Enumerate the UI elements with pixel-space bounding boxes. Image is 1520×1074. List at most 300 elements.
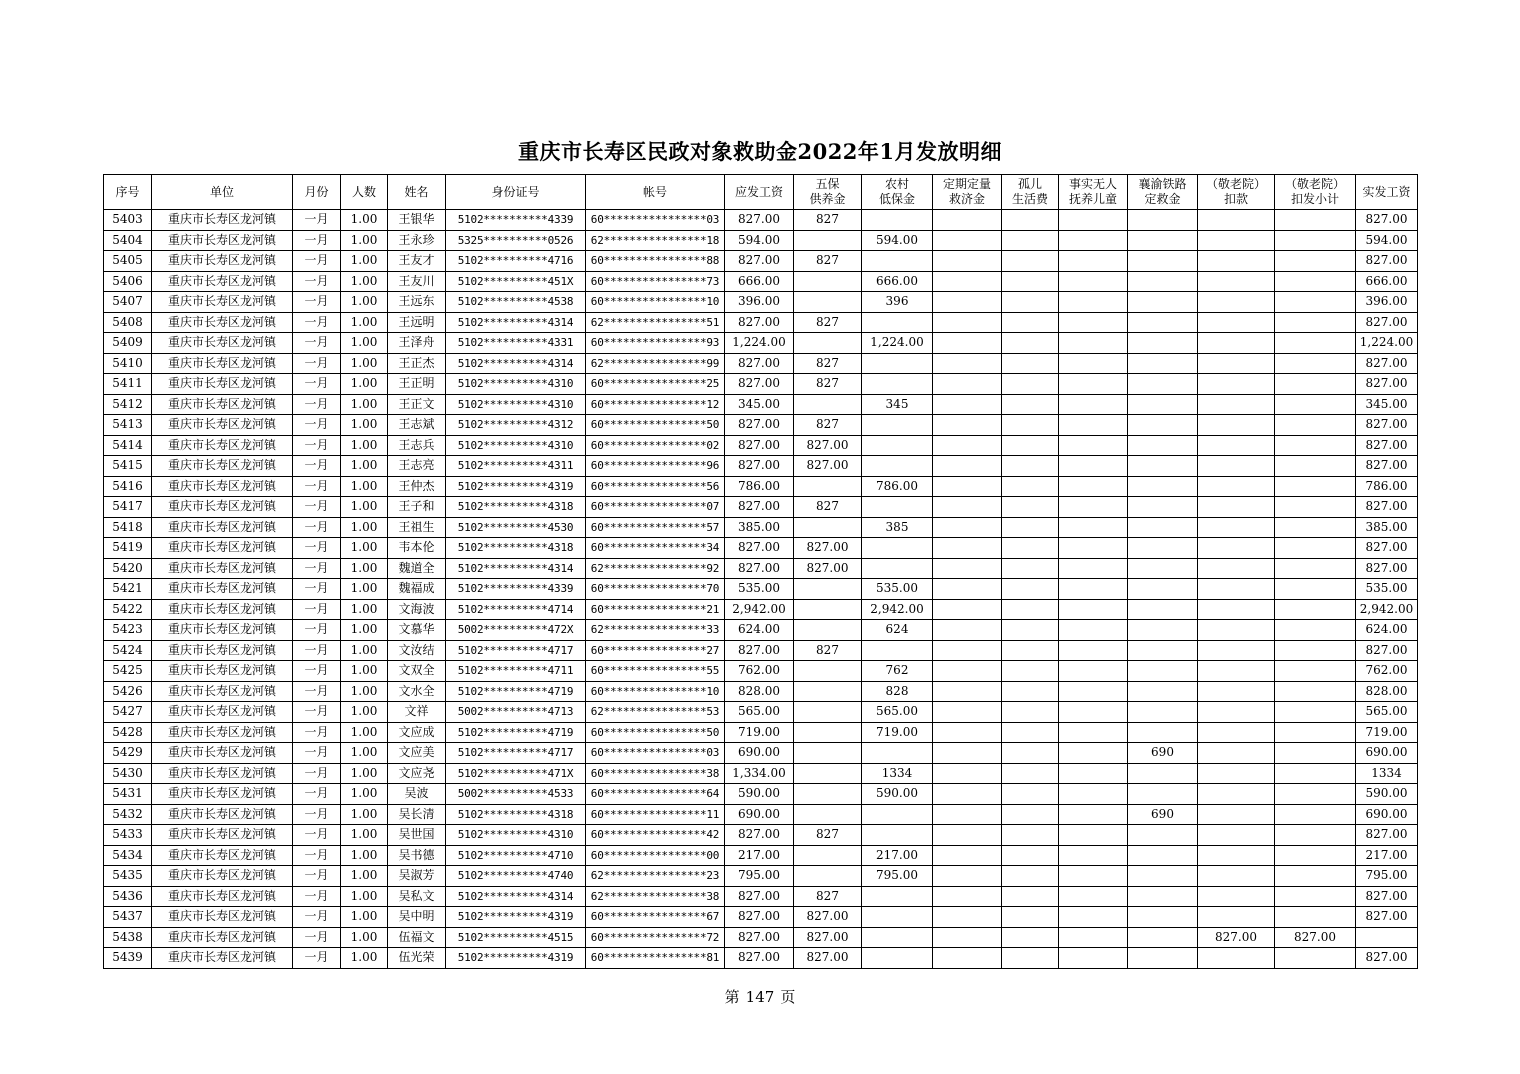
cell-rural-dibao: 396: [862, 292, 933, 313]
cell-nursing-home-deduction-subtotal: [1275, 907, 1356, 928]
cell-id-number: 5102**********4311: [446, 456, 586, 477]
header-de-facto-unsupported-child: 事实无人 抚养儿童: [1059, 175, 1128, 210]
cell-rural-dibao: [862, 251, 933, 272]
cell-seq: 5418: [104, 517, 152, 538]
page-suffix: 页: [780, 988, 796, 1006]
cell-rural-dibao: [862, 825, 933, 846]
cell-count: 1.00: [341, 558, 388, 579]
cell-unit: 重庆市长寿区龙河镇: [152, 825, 293, 846]
cell-unit: 重庆市长寿区龙河镇: [152, 312, 293, 333]
cell-nursing-home-deduction: 827.00: [1198, 927, 1275, 948]
cell-net-pay: 827.00: [1356, 251, 1418, 272]
cell-nursing-home-deduction-subtotal: [1275, 394, 1356, 415]
cell-gross-pay: 565.00: [725, 702, 794, 723]
cell-fixed-relief: [933, 743, 1002, 764]
cell-name: 吴中明: [388, 907, 446, 928]
cell-count: 1.00: [341, 722, 388, 743]
cell-count: 1.00: [341, 353, 388, 374]
cell-account: 62****************33: [586, 620, 725, 641]
cell-month: 一月: [293, 497, 341, 518]
cell-name: 吴私文: [388, 886, 446, 907]
cell-net-pay: 827.00: [1356, 435, 1418, 456]
cell-id-number: 5102**********4719: [446, 722, 586, 743]
cell-name: 文慕华: [388, 620, 446, 641]
cell-count: 1.00: [341, 271, 388, 292]
cell-nursing-home-deduction-subtotal: [1275, 845, 1356, 866]
cell-fixed-relief: [933, 292, 1002, 313]
cell-name: 王祖生: [388, 517, 446, 538]
cell-name: 王永珍: [388, 230, 446, 251]
cell-xiangyu-railway-relief: 690: [1128, 743, 1198, 764]
cell-fixed-relief: [933, 620, 1002, 641]
table-row: [104, 394, 1418, 415]
cell-nursing-home-deduction-subtotal: [1275, 599, 1356, 620]
cell-rural-dibao: [862, 353, 933, 374]
cell-gross-pay: 690.00: [725, 804, 794, 825]
cell-name: 文海波: [388, 599, 446, 620]
cell-orphan-living: [1002, 210, 1059, 231]
cell-orphan-living: [1002, 640, 1059, 661]
cell-nursing-home-deduction-subtotal: [1275, 456, 1356, 477]
cell-name: 文双全: [388, 661, 446, 682]
cell-nursing-home-deduction: [1198, 640, 1275, 661]
cell-nursing-home-deduction: [1198, 907, 1275, 928]
table-row: [104, 579, 1418, 600]
cell-net-pay: 827.00: [1356, 948, 1418, 969]
cell-nursing-home-deduction: [1198, 538, 1275, 559]
table-row: [104, 415, 1418, 436]
cell-nursing-home-deduction-subtotal: [1275, 476, 1356, 497]
cell-rural-dibao: [862, 374, 933, 395]
cell-unit: 重庆市长寿区龙河镇: [152, 804, 293, 825]
cell-count: 1.00: [341, 333, 388, 354]
cell-nursing-home-deduction-subtotal: [1275, 763, 1356, 784]
cell-id-number: 5102**********4515: [446, 927, 586, 948]
cell-month: 一月: [293, 538, 341, 559]
header-fixed-relief: 定期定量 救济金: [933, 175, 1002, 210]
cell-xiangyu-railway-relief: [1128, 312, 1198, 333]
cell-de-facto-unsupported-child: [1059, 702, 1128, 723]
cell-count: 1.00: [341, 866, 388, 887]
cell-count: 1.00: [341, 579, 388, 600]
cell-xiangyu-railway-relief: [1128, 620, 1198, 641]
cell-net-pay: 690.00: [1356, 743, 1418, 764]
cell-fixed-relief: [933, 435, 1002, 456]
cell-id-number: 5102**********4310: [446, 435, 586, 456]
cell-fixed-relief: [933, 784, 1002, 805]
cell-name: 王远明: [388, 312, 446, 333]
table-row: [104, 374, 1418, 395]
cell-gross-pay: 827.00: [725, 927, 794, 948]
header-name: 姓名: [388, 175, 446, 210]
cell-xiangyu-railway-relief: [1128, 517, 1198, 538]
cell-gross-pay: 535.00: [725, 579, 794, 600]
table-row: [104, 538, 1418, 559]
cell-rural-dibao: [862, 804, 933, 825]
cell-de-facto-unsupported-child: [1059, 661, 1128, 682]
cell-gross-pay: 827.00: [725, 251, 794, 272]
cell-count: 1.00: [341, 763, 388, 784]
cell-de-facto-unsupported-child: [1059, 763, 1128, 784]
cell-nursing-home-deduction-subtotal: [1275, 374, 1356, 395]
cell-unit: 重庆市长寿区龙河镇: [152, 353, 293, 374]
cell-nursing-home-deduction: [1198, 497, 1275, 518]
cell-xiangyu-railway-relief: [1128, 907, 1198, 928]
cell-fixed-relief: [933, 333, 1002, 354]
cell-wubao-allowance: [794, 702, 862, 723]
cell-de-facto-unsupported-child: [1059, 640, 1128, 661]
cell-wubao-allowance: [794, 845, 862, 866]
cell-unit: 重庆市长寿区龙河镇: [152, 681, 293, 702]
header-nursing-home-deduction-subtotal: （敬老院） 扣发小计: [1275, 175, 1356, 210]
cell-account: 60****************81: [586, 948, 725, 969]
cell-wubao-allowance: [794, 333, 862, 354]
cell-account: 60****************27: [586, 640, 725, 661]
cell-net-pay: 827.00: [1356, 210, 1418, 231]
cell-nursing-home-deduction-subtotal: [1275, 784, 1356, 805]
cell-orphan-living: [1002, 661, 1059, 682]
cell-fixed-relief: [933, 640, 1002, 661]
cell-rural-dibao: 2,942.00: [862, 599, 933, 620]
cell-wubao-allowance: 827.00: [794, 558, 862, 579]
cell-account: 60****************25: [586, 374, 725, 395]
cell-unit: 重庆市长寿区龙河镇: [152, 558, 293, 579]
cell-fixed-relief: [933, 804, 1002, 825]
cell-account: 62****************38: [586, 886, 725, 907]
cell-seq: 5416: [104, 476, 152, 497]
cell-id-number: 5102**********4711: [446, 661, 586, 682]
cell-fixed-relief: [933, 374, 1002, 395]
cell-rural-dibao: 594.00: [862, 230, 933, 251]
cell-seq: 5408: [104, 312, 152, 333]
cell-name: 文水全: [388, 681, 446, 702]
cell-de-facto-unsupported-child: [1059, 927, 1128, 948]
cell-rural-dibao: [862, 312, 933, 333]
cell-gross-pay: 827.00: [725, 374, 794, 395]
cell-wubao-allowance: [794, 292, 862, 313]
cell-xiangyu-railway-relief: [1128, 230, 1198, 251]
cell-nursing-home-deduction-subtotal: [1275, 251, 1356, 272]
table-row: [104, 312, 1418, 333]
cell-unit: 重庆市长寿区龙河镇: [152, 927, 293, 948]
cell-orphan-living: [1002, 681, 1059, 702]
header-count: 人数: [341, 175, 388, 210]
cell-nursing-home-deduction-subtotal: [1275, 271, 1356, 292]
cell-orphan-living: [1002, 476, 1059, 497]
cell-gross-pay: 594.00: [725, 230, 794, 251]
header-xiangyu-railway-relief: 襄渝铁路 定救金: [1128, 175, 1198, 210]
cell-name: 吴书德: [388, 845, 446, 866]
cell-seq: 5434: [104, 845, 152, 866]
cell-count: 1.00: [341, 702, 388, 723]
table-row: [104, 558, 1418, 579]
cell-id-number: 5325**********0526: [446, 230, 586, 251]
cell-account: 60****************67: [586, 907, 725, 928]
table-row: [104, 784, 1418, 805]
cell-unit: 重庆市长寿区龙河镇: [152, 517, 293, 538]
cell-net-pay: 827.00: [1356, 558, 1418, 579]
cell-account: 60****************03: [586, 743, 725, 764]
cell-unit: 重庆市长寿区龙河镇: [152, 845, 293, 866]
cell-id-number: 5102**********4717: [446, 640, 586, 661]
cell-net-pay: 827.00: [1356, 312, 1418, 333]
cell-gross-pay: 827.00: [725, 435, 794, 456]
cell-month: 一月: [293, 743, 341, 764]
cell-fixed-relief: [933, 702, 1002, 723]
cell-count: 1.00: [341, 435, 388, 456]
cell-orphan-living: [1002, 353, 1059, 374]
page-title: 重庆市长寿区民政对象救助金2022年1月发放明细: [517, 139, 1003, 164]
cell-wubao-allowance: [794, 517, 862, 538]
cell-count: 1.00: [341, 497, 388, 518]
cell-nursing-home-deduction: [1198, 620, 1275, 641]
cell-month: 一月: [293, 517, 341, 538]
cell-month: 一月: [293, 210, 341, 231]
cell-fixed-relief: [933, 599, 1002, 620]
cell-unit: 重庆市长寿区龙河镇: [152, 784, 293, 805]
cell-rural-dibao: [862, 435, 933, 456]
header-nursing-home-deduction: （敬老院） 扣款: [1198, 175, 1275, 210]
cell-xiangyu-railway-relief: [1128, 394, 1198, 415]
header-id-number: 身份证号: [446, 175, 586, 210]
cell-orphan-living: [1002, 866, 1059, 887]
cell-orphan-living: [1002, 948, 1059, 969]
cell-fixed-relief: [933, 907, 1002, 928]
cell-fixed-relief: [933, 353, 1002, 374]
cell-orphan-living: [1002, 804, 1059, 825]
cell-name: 韦本伦: [388, 538, 446, 559]
cell-seq: 5420: [104, 558, 152, 579]
cell-seq: 5439: [104, 948, 152, 969]
cell-name: 王正文: [388, 394, 446, 415]
cell-name: 魏福成: [388, 579, 446, 600]
cell-wubao-allowance: [794, 230, 862, 251]
cell-xiangyu-railway-relief: [1128, 763, 1198, 784]
cell-id-number: 5102**********4318: [446, 538, 586, 559]
cell-seq: 5431: [104, 784, 152, 805]
cell-id-number: 5102**********4314: [446, 558, 586, 579]
cell-xiangyu-railway-relief: [1128, 845, 1198, 866]
cell-account: 60****************57: [586, 517, 725, 538]
table-row: [104, 599, 1418, 620]
cell-orphan-living: [1002, 845, 1059, 866]
cell-fixed-relief: [933, 476, 1002, 497]
cell-rural-dibao: 666.00: [862, 271, 933, 292]
cell-month: 一月: [293, 271, 341, 292]
table-row: [104, 681, 1418, 702]
table-row: [104, 251, 1418, 272]
cell-net-pay: [1356, 927, 1418, 948]
cell-de-facto-unsupported-child: [1059, 948, 1128, 969]
cell-xiangyu-railway-relief: [1128, 640, 1198, 661]
cell-gross-pay: 827.00: [725, 538, 794, 559]
cell-account: 60****************70: [586, 579, 725, 600]
cell-nursing-home-deduction: [1198, 415, 1275, 436]
cell-id-number: 5102**********4319: [446, 476, 586, 497]
cell-seq: 5428: [104, 722, 152, 743]
relief-payment-table: [103, 174, 1418, 969]
cell-nursing-home-deduction: [1198, 845, 1275, 866]
cell-de-facto-unsupported-child: [1059, 804, 1128, 825]
cell-unit: 重庆市长寿区龙河镇: [152, 722, 293, 743]
cell-account: 60****************03: [586, 210, 725, 231]
cell-name: 王仲杰: [388, 476, 446, 497]
cell-fixed-relief: [933, 681, 1002, 702]
cell-count: 1.00: [341, 374, 388, 395]
cell-wubao-allowance: [794, 394, 862, 415]
table-body: [104, 210, 1418, 969]
cell-nursing-home-deduction: [1198, 312, 1275, 333]
cell-name: 王志亮: [388, 456, 446, 477]
table-row: [104, 825, 1418, 846]
cell-rural-dibao: 828: [862, 681, 933, 702]
cell-fixed-relief: [933, 763, 1002, 784]
cell-de-facto-unsupported-child: [1059, 620, 1128, 641]
cell-xiangyu-railway-relief: [1128, 579, 1198, 600]
cell-count: 1.00: [341, 661, 388, 682]
cell-gross-pay: 624.00: [725, 620, 794, 641]
cell-month: 一月: [293, 374, 341, 395]
header-seq: 序号: [104, 175, 152, 210]
cell-xiangyu-railway-relief: [1128, 333, 1198, 354]
cell-id-number: 5102**********4310: [446, 394, 586, 415]
cell-fixed-relief: [933, 415, 1002, 436]
cell-xiangyu-railway-relief: [1128, 661, 1198, 682]
cell-unit: 重庆市长寿区龙河镇: [152, 866, 293, 887]
cell-id-number: 5102**********4717: [446, 743, 586, 764]
cell-nursing-home-deduction: [1198, 333, 1275, 354]
header-rural-dibao: 农村 低保金: [862, 175, 933, 210]
cell-seq: 5426: [104, 681, 152, 702]
cell-xiangyu-railway-relief: [1128, 435, 1198, 456]
cell-gross-pay: 2,942.00: [725, 599, 794, 620]
cell-seq: 5411: [104, 374, 152, 395]
cell-id-number: 5102**********4312: [446, 415, 586, 436]
cell-orphan-living: [1002, 230, 1059, 251]
cell-nursing-home-deduction-subtotal: [1275, 948, 1356, 969]
cell-wubao-allowance: [794, 804, 862, 825]
cell-account: 60****************34: [586, 538, 725, 559]
cell-de-facto-unsupported-child: [1059, 886, 1128, 907]
cell-wubao-allowance: 827.00: [794, 927, 862, 948]
cell-month: 一月: [293, 620, 341, 641]
cell-id-number: 5102**********4710: [446, 845, 586, 866]
cell-orphan-living: [1002, 558, 1059, 579]
cell-nursing-home-deduction: [1198, 661, 1275, 682]
cell-count: 1.00: [341, 210, 388, 231]
cell-month: 一月: [293, 415, 341, 436]
cell-nursing-home-deduction-subtotal: [1275, 825, 1356, 846]
cell-orphan-living: [1002, 825, 1059, 846]
cell-fixed-relief: [933, 927, 1002, 948]
cell-net-pay: 828.00: [1356, 681, 1418, 702]
cell-gross-pay: 827.00: [725, 886, 794, 907]
cell-net-pay: 535.00: [1356, 579, 1418, 600]
cell-fixed-relief: [933, 251, 1002, 272]
cell-rural-dibao: 719.00: [862, 722, 933, 743]
cell-xiangyu-railway-relief: [1128, 497, 1198, 518]
header-wubao-allowance: 五保 供养金: [794, 175, 862, 210]
cell-rural-dibao: [862, 497, 933, 518]
cell-unit: 重庆市长寿区龙河镇: [152, 763, 293, 784]
cell-orphan-living: [1002, 415, 1059, 436]
cell-nursing-home-deduction-subtotal: [1275, 866, 1356, 887]
cell-wubao-allowance: 827.00: [794, 538, 862, 559]
cell-xiangyu-railway-relief: [1128, 558, 1198, 579]
cell-id-number: 5102**********4319: [446, 948, 586, 969]
cell-orphan-living: [1002, 271, 1059, 292]
cell-count: 1.00: [341, 845, 388, 866]
cell-unit: 重庆市长寿区龙河镇: [152, 579, 293, 600]
cell-seq: 5435: [104, 866, 152, 887]
cell-fixed-relief: [933, 558, 1002, 579]
cell-nursing-home-deduction: [1198, 517, 1275, 538]
cell-fixed-relief: [933, 230, 1002, 251]
cell-nursing-home-deduction-subtotal: [1275, 661, 1356, 682]
page-number-footer: [0, 986, 1520, 1007]
cell-unit: 重庆市长寿区龙河镇: [152, 271, 293, 292]
cell-orphan-living: [1002, 312, 1059, 333]
cell-net-pay: 217.00: [1356, 845, 1418, 866]
cell-wubao-allowance: 827: [794, 415, 862, 436]
cell-wubao-allowance: 827.00: [794, 435, 862, 456]
cell-month: 一月: [293, 599, 341, 620]
cell-name: 吴淑芳: [388, 866, 446, 887]
cell-nursing-home-deduction: [1198, 251, 1275, 272]
cell-de-facto-unsupported-child: [1059, 845, 1128, 866]
cell-fixed-relief: [933, 845, 1002, 866]
cell-fixed-relief: [933, 825, 1002, 846]
cell-id-number: 5102**********4314: [446, 353, 586, 374]
cell-month: 一月: [293, 845, 341, 866]
cell-month: 一月: [293, 230, 341, 251]
cell-account: 60****************38: [586, 763, 725, 784]
cell-month: 一月: [293, 702, 341, 723]
cell-gross-pay: 1,334.00: [725, 763, 794, 784]
cell-nursing-home-deduction: [1198, 599, 1275, 620]
cell-unit: 重庆市长寿区龙河镇: [152, 456, 293, 477]
cell-xiangyu-railway-relief: [1128, 374, 1198, 395]
cell-nursing-home-deduction-subtotal: [1275, 886, 1356, 907]
cell-de-facto-unsupported-child: [1059, 230, 1128, 251]
cell-fixed-relief: [933, 456, 1002, 477]
cell-wubao-allowance: [794, 271, 862, 292]
cell-nursing-home-deduction: [1198, 210, 1275, 231]
cell-id-number: 5102**********4318: [446, 497, 586, 518]
cell-rural-dibao: [862, 907, 933, 928]
cell-rural-dibao: 786.00: [862, 476, 933, 497]
cell-de-facto-unsupported-child: [1059, 476, 1128, 497]
cell-name: 王银华: [388, 210, 446, 231]
cell-wubao-allowance: [794, 763, 862, 784]
cell-name: 王友川: [388, 271, 446, 292]
cell-seq: 5413: [104, 415, 152, 436]
cell-count: 1.00: [341, 804, 388, 825]
table-row: [104, 271, 1418, 292]
table-row: [104, 456, 1418, 477]
cell-wubao-allowance: [794, 579, 862, 600]
cell-month: 一月: [293, 907, 341, 928]
cell-fixed-relief: [933, 886, 1002, 907]
cell-wubao-allowance: 827: [794, 497, 862, 518]
cell-nursing-home-deduction: [1198, 866, 1275, 887]
cell-name: 王泽舟: [388, 333, 446, 354]
cell-month: 一月: [293, 681, 341, 702]
cell-seq: 5423: [104, 620, 152, 641]
cell-rural-dibao: 565.00: [862, 702, 933, 723]
cell-gross-pay: 827.00: [725, 948, 794, 969]
cell-name: 吴长清: [388, 804, 446, 825]
